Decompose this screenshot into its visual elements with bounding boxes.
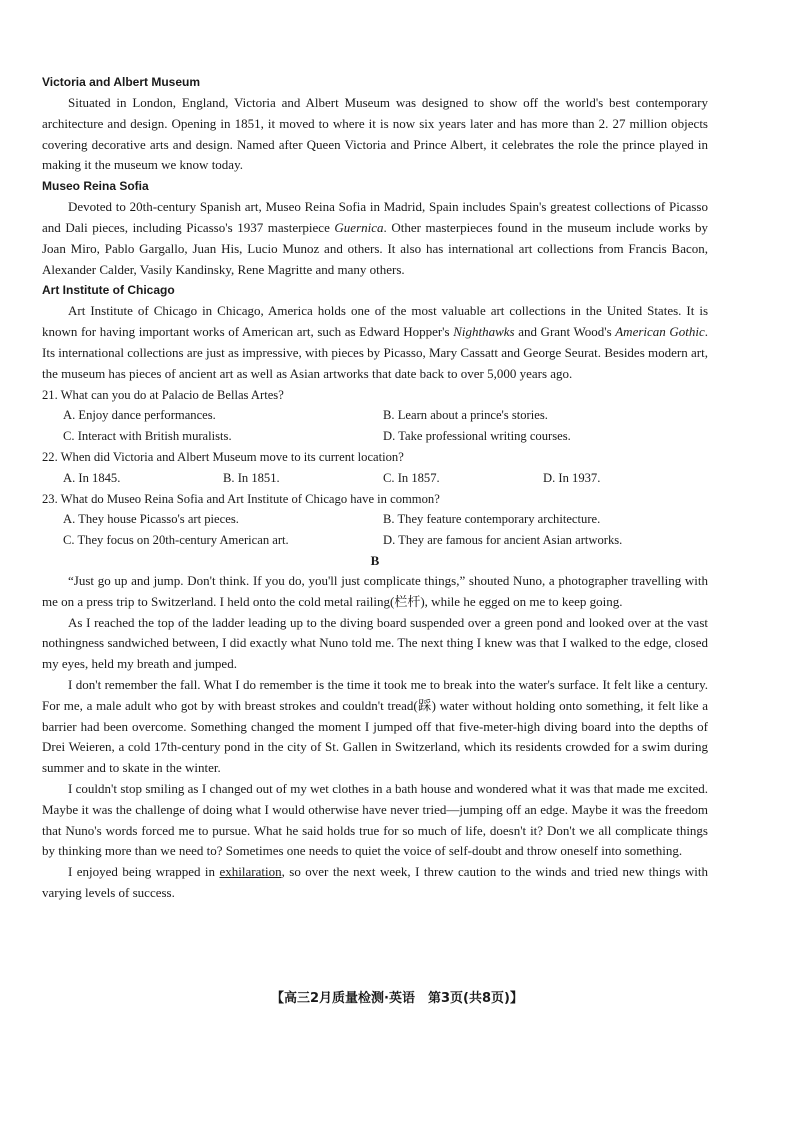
question-23-options [63, 509, 708, 551]
option-b: B. Learn about a prince's stories. [383, 408, 548, 423]
artwork-title-guernica: Guernica [334, 219, 384, 235]
museum-body-va: Situated in London, England, Victoria and Albert Museum was designed to show off the world's best contemporary architecture and design. Opening in 1851, it moved to where it is now six years later and has more than 2. 27 million objects covering decorative arts and design. Named after Queen Victoria and Prince Albert, it celebrates the role the prince played in making it the museum we know today. [42, 95, 708, 173]
option-d: D. In 1937. [543, 470, 601, 485]
museum-heading-va: Victoria and Albert Museum [42, 75, 201, 89]
passage-paragraph: I couldn't stop smiling as I changed out of my wet clothes in a bath house and wondered what it was that made me excited. Maybe it was the challenge of doing what I would otherwise have never tried—jumping off an edge. Maybe it was the freedom that Nuno's words forced me to pursue. What he said holds true for so much of life, doesn't it? Don't we all complicate things by thinking more than we need to? Sometimes one needs to quiet the voice of self-doubt and throw oneself into something. [42, 780, 708, 859]
artwork-title-nighthawks: Nighthawks [453, 324, 515, 340]
question-23: 23. What do Museo Reina Sofia and Art Institute of Chicago have in common? [42, 491, 440, 506]
artwork-title-american-gothic: American Gothic [615, 324, 705, 340]
question-22-options [63, 468, 708, 489]
body-text: , so over the next week, I threw caution to the winds and tried new things with varying levels of success. [42, 864, 708, 900]
option-c: C. They focus on 20th-century American art. [63, 533, 289, 548]
page-footer: 【高三2月质量检测·英语 第3页(共8页)】 [271, 991, 523, 1006]
passage-paragraph-last [42, 862, 708, 904]
question-21: 21. What can you do at Palacio de Bellas Artes? [42, 387, 284, 402]
body-text: . Its international collections are just as impressive, with pieces by Picasso, Mary Cassatt and George Seurat. Besides modern art, the museum has pieces of ancient art as well as Asian artworks that date back to over 5,000 years ago. [42, 324, 708, 381]
option-c: C. Interact with British muralists. [63, 429, 232, 444]
museum-body-chicago [42, 301, 708, 384]
passage-paragraph: As I reached the top of the ladder leading up to the diving board suspended over a green pond and looked over at the vast nothingness sandwiched between, I did exactly what Nuno told me. The next thing I knew was that I walked to the edge, closed my eyes, held my breath and jumped. [42, 614, 708, 672]
option-d: D. They are famous for ancient Asian artworks. [383, 533, 623, 548]
option-a: A. Enjoy dance performances. [63, 408, 216, 423]
museum-heading-chicago: Art Institute of Chicago [42, 283, 175, 298]
option-a: A. They house Picasso's art pieces. [63, 512, 239, 527]
question-21-options [63, 405, 708, 447]
option-b: B. They feature contemporary architecture. [383, 512, 601, 527]
option-b: B. In 1851. [223, 470, 280, 485]
body-text: . Other masterpieces found in the museum include works by Joan Miro, Pablo Gargallo, Juan His, Lucio Munoz and others. It also has international art collections from Francis Bacon, Alexander Calder, Vasily Kandinsky, Rene Magritte and many others. [42, 219, 708, 277]
museum-heading-reina-sofia: Museo Reina Sofia [42, 179, 149, 194]
body-text: and Grant Wood's [514, 324, 616, 340]
page-content [42, 72, 708, 904]
option-c: C. In 1857. [383, 470, 440, 485]
body-text: Art Institute of Chicago in Chicago, America holds one of the most valuable art collections in the United States. It is known for having important works of American art, such as Edward Hopper's [42, 303, 708, 340]
underlined-word: exhilaration [219, 864, 282, 880]
passage-paragraph: I don't remember the fall. What I do remember is the time it took me to break into the water's surface. It felt like a century. For me, a male adult who got by with breast strokes and couldn't tread(踩) water without holding onto something, it felt like a barrier had been overcome. Something changed the moment I jumped off that five-meter-high diving board into the depths of Drei Weieren, a cold 17th-century pond in the city of St. Gallen in Switzerland, which its residents crowded for a swim during summer and to skate in the winter. [42, 676, 708, 776]
museum-body-reina-sofia [42, 197, 708, 280]
passage-paragraph: “Just go up and jump. Don't think. If you do, you'll just complicate things,” shouted Nuno, a photographer travelling with me on a press trip to Switzerland. I held onto the cold metal railing(栏杆), while he egged on me to keep going. [42, 572, 708, 609]
question-22: 22. When did Victoria and Albert Museum move to its current location? [42, 449, 404, 464]
section-b-label: B [370, 552, 380, 568]
option-d: D. Take professional writing courses. [383, 429, 571, 444]
option-a: A. In 1845. [63, 470, 121, 485]
body-text: I enjoyed being wrapped in [68, 864, 220, 880]
body-text: Devoted to 20th-century Spanish art, Museo Reina Sofia in Madrid, Spain includes Spain's greatest collections of Picasso and Dali pieces, including Picasso's 1937 masterpiece [42, 199, 708, 235]
